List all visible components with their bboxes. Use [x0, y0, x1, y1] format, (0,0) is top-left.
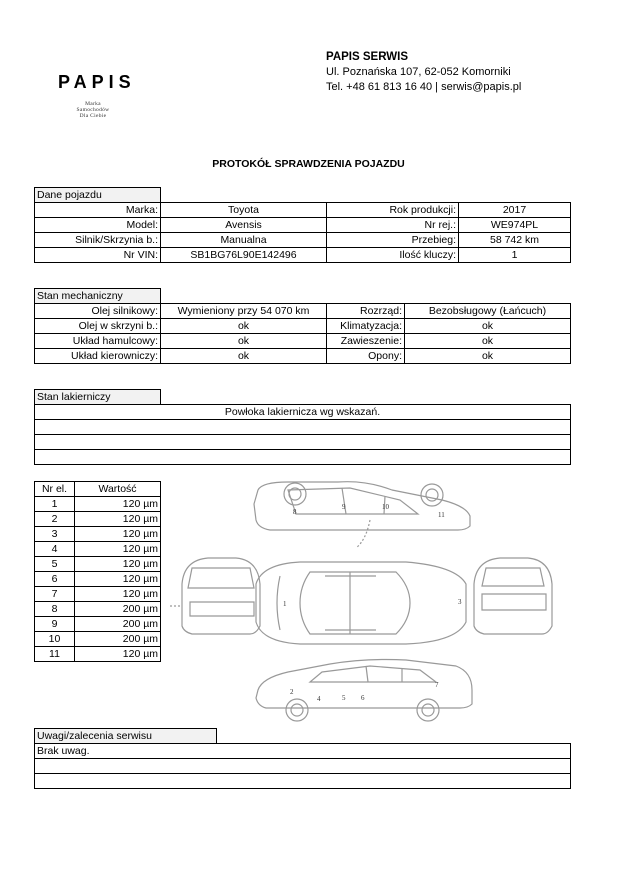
table-row: [35, 744, 571, 759]
thickness-value: 120 µm: [75, 557, 161, 572]
diagram-label-8: 8: [293, 508, 297, 516]
element-number: 9: [35, 617, 75, 632]
field-value: ok: [405, 334, 571, 349]
table-row: [35, 572, 161, 587]
diagram-label-11: 11: [438, 511, 445, 519]
field-value: Wymieniony przy 54 070 km: [161, 304, 327, 319]
table-row: [35, 304, 571, 319]
diagram-label-10: 10: [382, 503, 389, 511]
paint-note: [35, 450, 571, 465]
field-value: ok: [405, 349, 571, 364]
car-side-view-bottom: [256, 660, 472, 722]
logo-tagline-line: Dla Ciebie: [79, 113, 107, 119]
diagram-label-4: 4: [317, 695, 321, 703]
table-row: [35, 334, 571, 349]
field-value: Avensis: [161, 218, 327, 233]
field-label: Zawieszenie:: [327, 334, 405, 349]
field-value: 2017: [459, 203, 571, 218]
car-rear-view: [474, 558, 552, 634]
table-row: [35, 450, 571, 465]
vehicle-data-table: [34, 187, 571, 263]
diagram-label-1: 1: [283, 600, 287, 608]
thickness-value: 200 µm: [75, 602, 161, 617]
table-row: [35, 617, 161, 632]
thickness-value: 120 µm: [75, 587, 161, 602]
element-number: 7: [35, 587, 75, 602]
table-row: [35, 435, 571, 450]
remark-line: [35, 774, 571, 789]
element-number: 1: [35, 497, 75, 512]
diagram-element-labels: [283, 503, 462, 703]
car-front-view: [170, 558, 260, 634]
car-damage-diagram: [170, 476, 570, 736]
field-label: Klimatyzacja:: [327, 319, 405, 334]
table-row: [35, 420, 571, 435]
field-label: Rok produkcji:: [327, 203, 459, 218]
field-label: Olej silnikowy:: [35, 304, 161, 319]
car-outline-drawing: [170, 476, 570, 736]
company-contact: Tel. +48 61 813 16 40 | serwis@papis.pl: [326, 81, 522, 93]
table-row: [35, 248, 571, 263]
table-row: [35, 602, 161, 617]
element-number: 4: [35, 542, 75, 557]
diagram-label-9: 9: [342, 503, 346, 511]
paint-note: [35, 435, 571, 450]
field-value: ok: [161, 349, 327, 364]
field-label: Olej w skrzyni b.:: [35, 319, 161, 334]
diagram-label-6: 6: [361, 694, 365, 702]
table-row: [35, 218, 571, 233]
table-row: [35, 405, 571, 420]
element-number: 6: [35, 572, 75, 587]
table-row: [35, 774, 571, 789]
thickness-value: 200 µm: [75, 617, 161, 632]
element-number: 2: [35, 512, 75, 527]
field-value: 1: [459, 248, 571, 263]
element-number: 3: [35, 527, 75, 542]
table-row: [35, 632, 161, 647]
section-header: Stan lakierniczy: [35, 390, 161, 405]
field-label: Nr rej.:: [327, 218, 459, 233]
section-header: Dane pojazdu: [35, 188, 161, 203]
element-number: 8: [35, 602, 75, 617]
section-header: Uwagi/zalecenia serwisu: [35, 729, 217, 744]
company-name: PAPIS SERWIS: [326, 51, 409, 63]
thickness-value: 200 µm: [75, 632, 161, 647]
field-value: ok: [161, 334, 327, 349]
thickness-value: 120 µm: [75, 647, 161, 662]
company-address: Ul. Poznańska 107, 62-052 Komorniki: [326, 66, 511, 78]
field-value: ok: [161, 319, 327, 334]
table-row: [35, 497, 161, 512]
field-value: WE974PL: [459, 218, 571, 233]
car-top-view: [256, 562, 466, 644]
remark-line: Brak uwag.: [35, 744, 571, 759]
table-row: [35, 319, 571, 334]
field-value: ok: [405, 319, 571, 334]
paint-measurements-table: [34, 481, 161, 662]
table-row: [35, 542, 161, 557]
logo-tagline-line: Samochodów: [76, 107, 110, 113]
table-row: [35, 759, 571, 774]
remark-line: [35, 759, 571, 774]
thickness-value: 120 µm: [75, 542, 161, 557]
papis-logo: [58, 72, 136, 119]
table-row: [35, 512, 161, 527]
field-label: Nr VIN:: [35, 248, 161, 263]
table-row: [35, 203, 571, 218]
column-header: Wartość: [75, 482, 161, 497]
field-value: Bezobsługowy (Łańcuch): [405, 304, 571, 319]
diagram-label-2: 2: [290, 688, 294, 696]
thickness-value: 120 µm: [75, 572, 161, 587]
field-label: Przebieg:: [327, 233, 459, 248]
field-label: Rozrząd:: [327, 304, 405, 319]
table-row: [35, 527, 161, 542]
field-value: Manualna: [161, 233, 327, 248]
field-label: Model:: [35, 218, 161, 233]
document-title: PROTOKÓŁ SPRAWDZENIA POJAZDU: [212, 158, 405, 170]
diagram-label-7: 7: [435, 681, 439, 689]
thickness-value: 120 µm: [75, 497, 161, 512]
paint-note: [35, 420, 571, 435]
logo-tagline-line: Marka: [85, 101, 101, 107]
element-number: 10: [35, 632, 75, 647]
paint-note: Powłoka lakiernicza wg wskazań.: [35, 405, 571, 420]
table-row: [35, 557, 161, 572]
field-label: Opony:: [327, 349, 405, 364]
service-remarks-table: [34, 728, 571, 789]
table-header-row: [35, 482, 161, 497]
field-label: Ilość kluczy:: [327, 248, 459, 263]
paint-state-table: [34, 389, 571, 465]
field-label: Układ hamulcowy:: [35, 334, 161, 349]
logo-wordmark: PAPIS: [58, 72, 136, 92]
field-label: Marka:: [35, 203, 161, 218]
field-value: 58 742 km: [459, 233, 571, 248]
field-label: Układ kierowniczy:: [35, 349, 161, 364]
field-value: SB1BG76L90E142496: [161, 248, 327, 263]
field-value: Toyota: [161, 203, 327, 218]
thickness-value: 120 µm: [75, 512, 161, 527]
mechanical-state-table: [34, 288, 571, 364]
diagram-label-5: 5: [342, 694, 346, 702]
table-row: [35, 233, 571, 248]
table-row: [35, 647, 161, 662]
section-header: Stan mechaniczny: [35, 289, 161, 304]
column-header: Nr el.: [35, 482, 75, 497]
thickness-value: 120 µm: [75, 527, 161, 542]
element-number: 11: [35, 647, 75, 662]
diagram-label-3: 3: [458, 598, 462, 606]
table-row: [35, 349, 571, 364]
table-row: [35, 587, 161, 602]
element-number: 5: [35, 557, 75, 572]
logo-tagline: [58, 101, 128, 119]
company-info: [326, 50, 521, 95]
field-label: Silnik/Skrzynia b.:: [35, 233, 161, 248]
